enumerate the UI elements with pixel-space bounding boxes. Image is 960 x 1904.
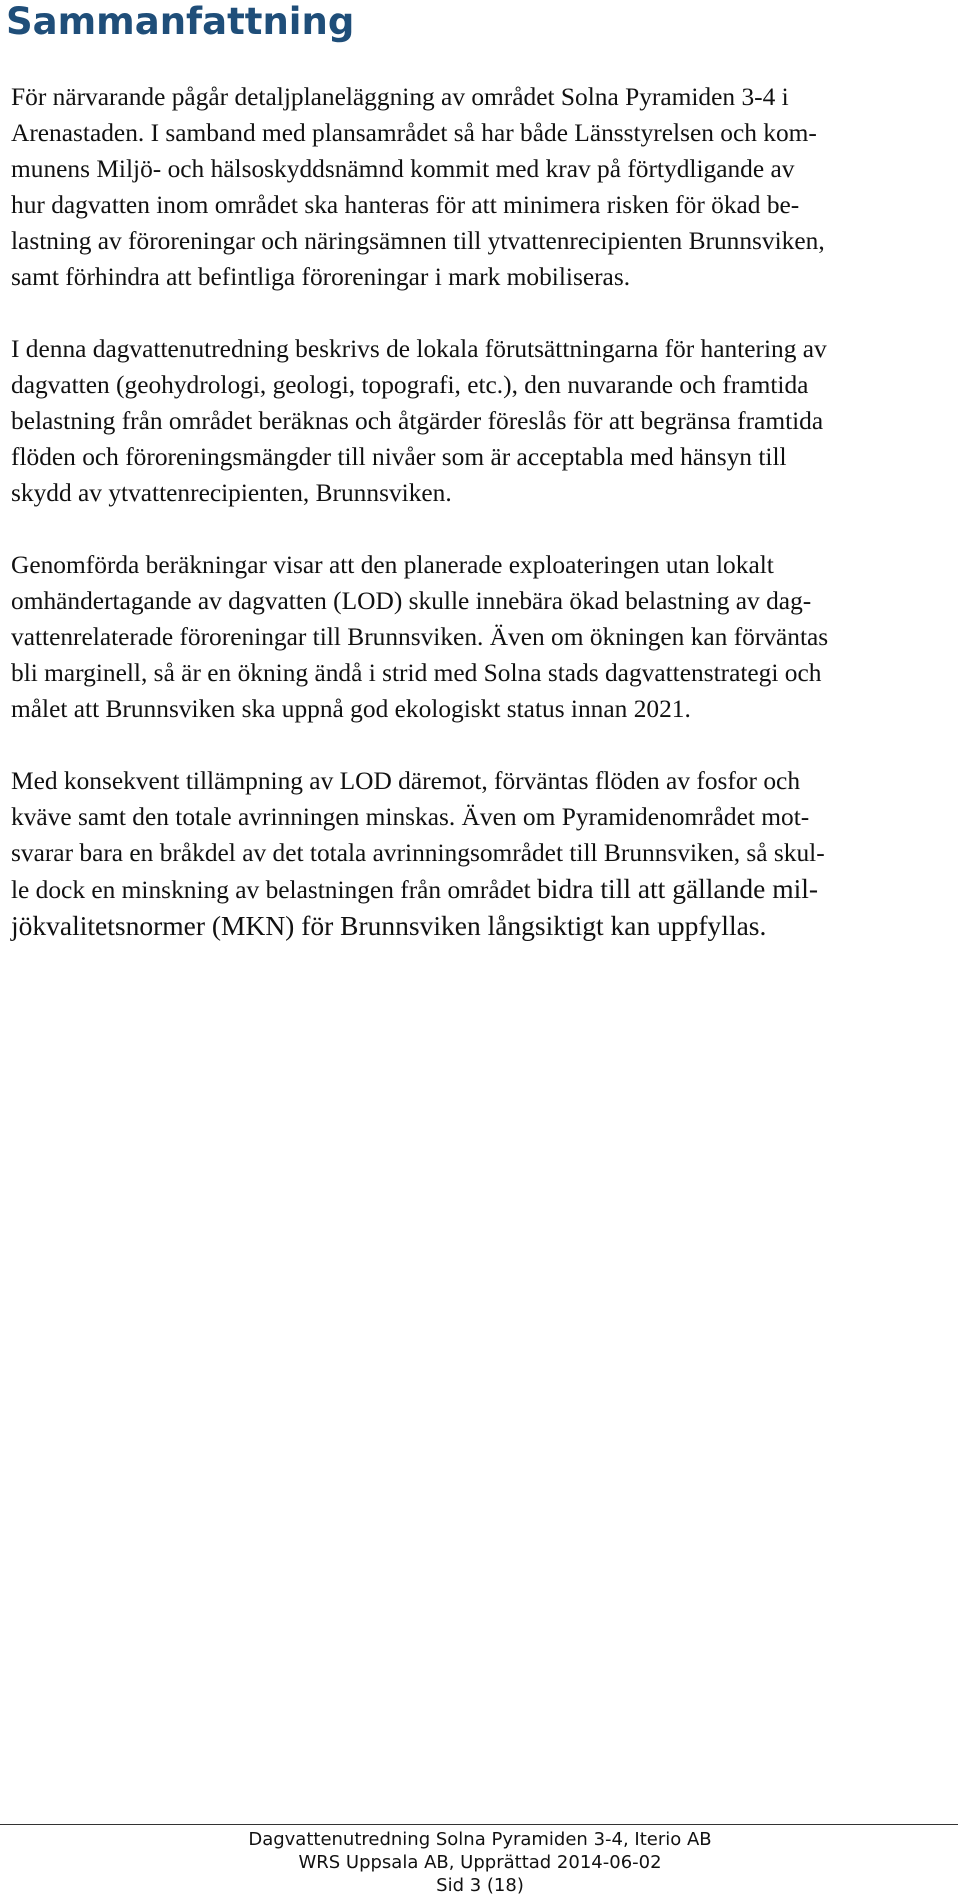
text-line: skydd av ytvattenrecipienten, Brunnsviken. [11,479,452,507]
text-line: Arenastaden. I samband med plansamrådet så har både Länsstyrelsen och kom- [11,119,817,147]
footer-document-title: Dagvattenutredning Solna Pyramiden 3-4, Iterio AB [248,1829,712,1850]
page-heading: Sammanfattning [6,0,355,43]
text-line: flöden och föroreningsmängder till nivåer som är acceptabla med hänsyn till [11,443,787,471]
text-line: omhändertagande av dagvatten (LOD) skulle innebära ökad belastning av dag- [11,587,812,615]
text-line: belastning från området beräknas och åtgärder föreslås för att begränsa framtida [11,407,824,435]
text-segment-large: bidra till att gällande mil- [537,873,819,904]
text-line: målet att Brunnsviken ska uppnå god ekologiskt status innan 2021. [11,695,691,723]
paragraph-3 [11,547,955,727]
text-line: Genomförda beräkningar visar att den planerade exploateringen utan lokalt [11,551,774,579]
page-footer [0,1828,960,1897]
text-line: lastning av föroreningar och näringsämnen till ytvattenrecipienten Brunnsviken, [11,227,825,255]
text-line: svarar bara en bråkdel av det totala avrinningsområdet till Brunnsviken, så skul- [11,839,825,867]
text-line: samt förhindra att befintliga föroreningar i mark mobiliseras. [11,263,631,291]
body-text [11,79,955,980]
paragraph-1 [11,79,955,295]
text-line: I denna dagvattenutredning beskrivs de lokala förutsättningarna för hantering av [11,335,827,363]
text-line: För närvarande pågår detaljplaneläggning av området Solna Pyramiden 3-4 i [11,83,789,111]
paragraph-2 [11,331,955,511]
footer-author-date: WRS Uppsala AB, Upprättad 2014-06-02 [298,1852,662,1873]
text-line: bli marginell, så är en ökning ändå i strid med Solna stads dagvattenstrategi och [11,659,822,687]
footer-page-number: Sid 3 (18) [436,1875,524,1896]
text-line: jökvalitetsnormer (MKN) för Brunnsviken långsiktigt kan uppfyllas. [11,910,767,941]
footer-divider [0,1824,958,1825]
text-line: hur dagvatten inom området ska hanteras för att minimera risken för ökad be- [11,191,800,219]
text-line: Med konsekvent tillämpning av LOD däremot, förväntas flöden av fosfor och [11,767,801,795]
paragraph-4 [11,763,955,944]
text-line: munens Miljö- och hälsoskyddsnämnd kommit med krav på förtydligande av [11,155,795,183]
text-line: vattenrelaterade föroreningar till Brunnsviken. Även om ökningen kan förväntas [11,623,829,651]
text-line: kväve samt den totale avrinningen minskas. Även om Pyramidenområdet mot- [11,803,810,831]
text-segment: le dock en minskning av belastningen från området [11,876,538,904]
text-line [11,871,955,908]
text-line: dagvatten (geohydrologi, geologi, topografi, etc.), den nuvarande och framtida [11,371,809,399]
